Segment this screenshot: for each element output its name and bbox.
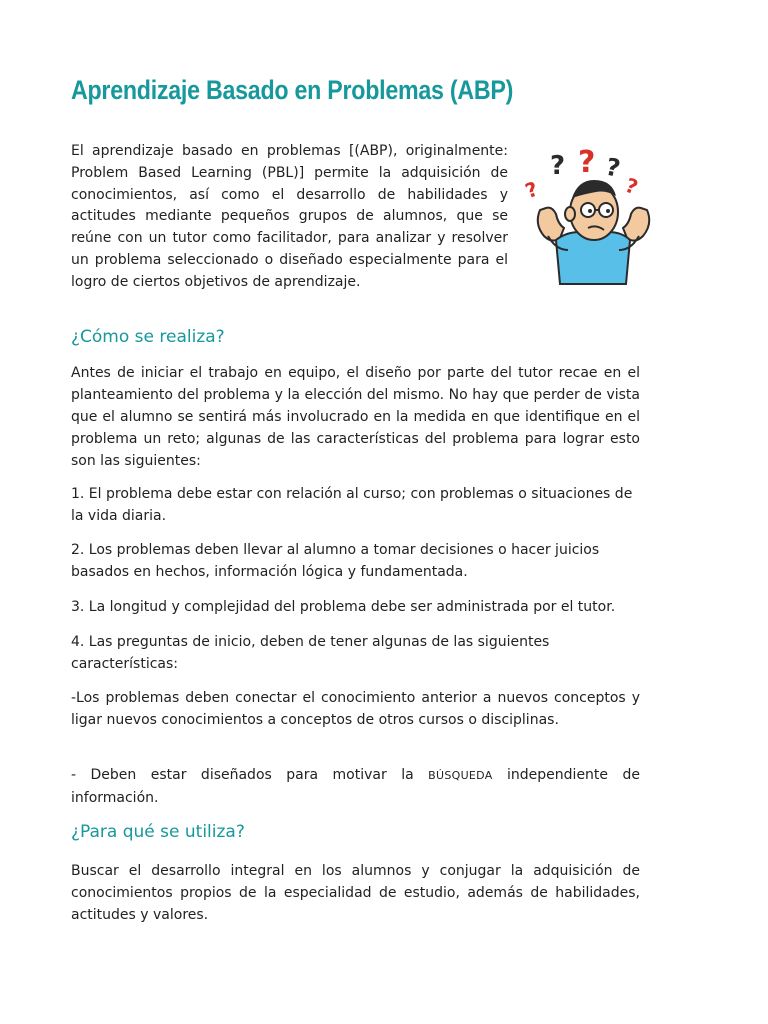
intro-paragraph: El aprendizaje basado en problemas [(ABP), originalmente: Problem Based Learning (PBL)] permite la adquisición de conocimientos, así como el desarrollo de habilidades y actitudes mediante pequeños grupos de alumnos, que se reúne con un tutor como facilitador, para analizar y resolver un problema seleccionado o diseñado especialmente para el logro de ciertos objetivos de aprendizaje. (71, 143, 508, 290)
dash-item-1: -Los problemas deben conectar el conocimiento anterior a nuevos conceptos y ligar nuevos conocimientos a conceptos de otros cursos o disciplinas. (71, 690, 640, 728)
section-heading-para-que-se-utiliza: ¿Para qué se utiliza? (71, 822, 245, 842)
section1-intro-paragraph: Antes de iniciar el trabajo en equipo, el diseño por parte del tutor recae en el planteamiento del problema y la elección del mismo. No hay que perder de vista que el alumno se sentirá más involucrado en la medida en que identifique en el problema un reto; algunas de las características del problema para lograr esto son las siguientes: (71, 365, 640, 469)
svg-text:?: ? (622, 172, 642, 200)
dash-item-2: - Deben estar diseñados para motivar la BÚSQUEDA independiente de información. (71, 767, 640, 806)
svg-text:?: ? (603, 152, 623, 183)
svg-text:?: ? (522, 176, 542, 204)
list-item-3: 3. La longitud y complejidad del problema debe ser administrada por el tutor. (71, 599, 616, 615)
svg-text:?: ? (550, 151, 566, 181)
svg-text:?: ? (578, 145, 596, 180)
list-item-4: 4. Las preguntas de inicio, deben de tener algunas de las siguientes características: (71, 634, 550, 672)
list-item-2: 2. Los problemas deben llevar al alumno a tomar decisiones o hacer juicios basados en hechos, información lógica y fundamentada. (71, 542, 600, 580)
busqueda-keyword: BÚSQUEDA (428, 769, 493, 782)
section-heading-como-se-realiza: ¿Cómo se realiza? (71, 327, 225, 347)
list-item-1: 1. El problema debe estar con relación al curso; con problemas o situaciones de la vida diaria. (71, 486, 633, 524)
section2-paragraph: Buscar el desarrollo integral en los alumnos y conjugar la adquisición de conocimientos propios de la especialidad de estudio, además de habilidades, actitudes y valores. (71, 863, 640, 923)
page-title: Aprendizaje Basado en Problemas (ABP) (71, 75, 514, 105)
confused-person-question-marks-icon (522, 138, 661, 288)
